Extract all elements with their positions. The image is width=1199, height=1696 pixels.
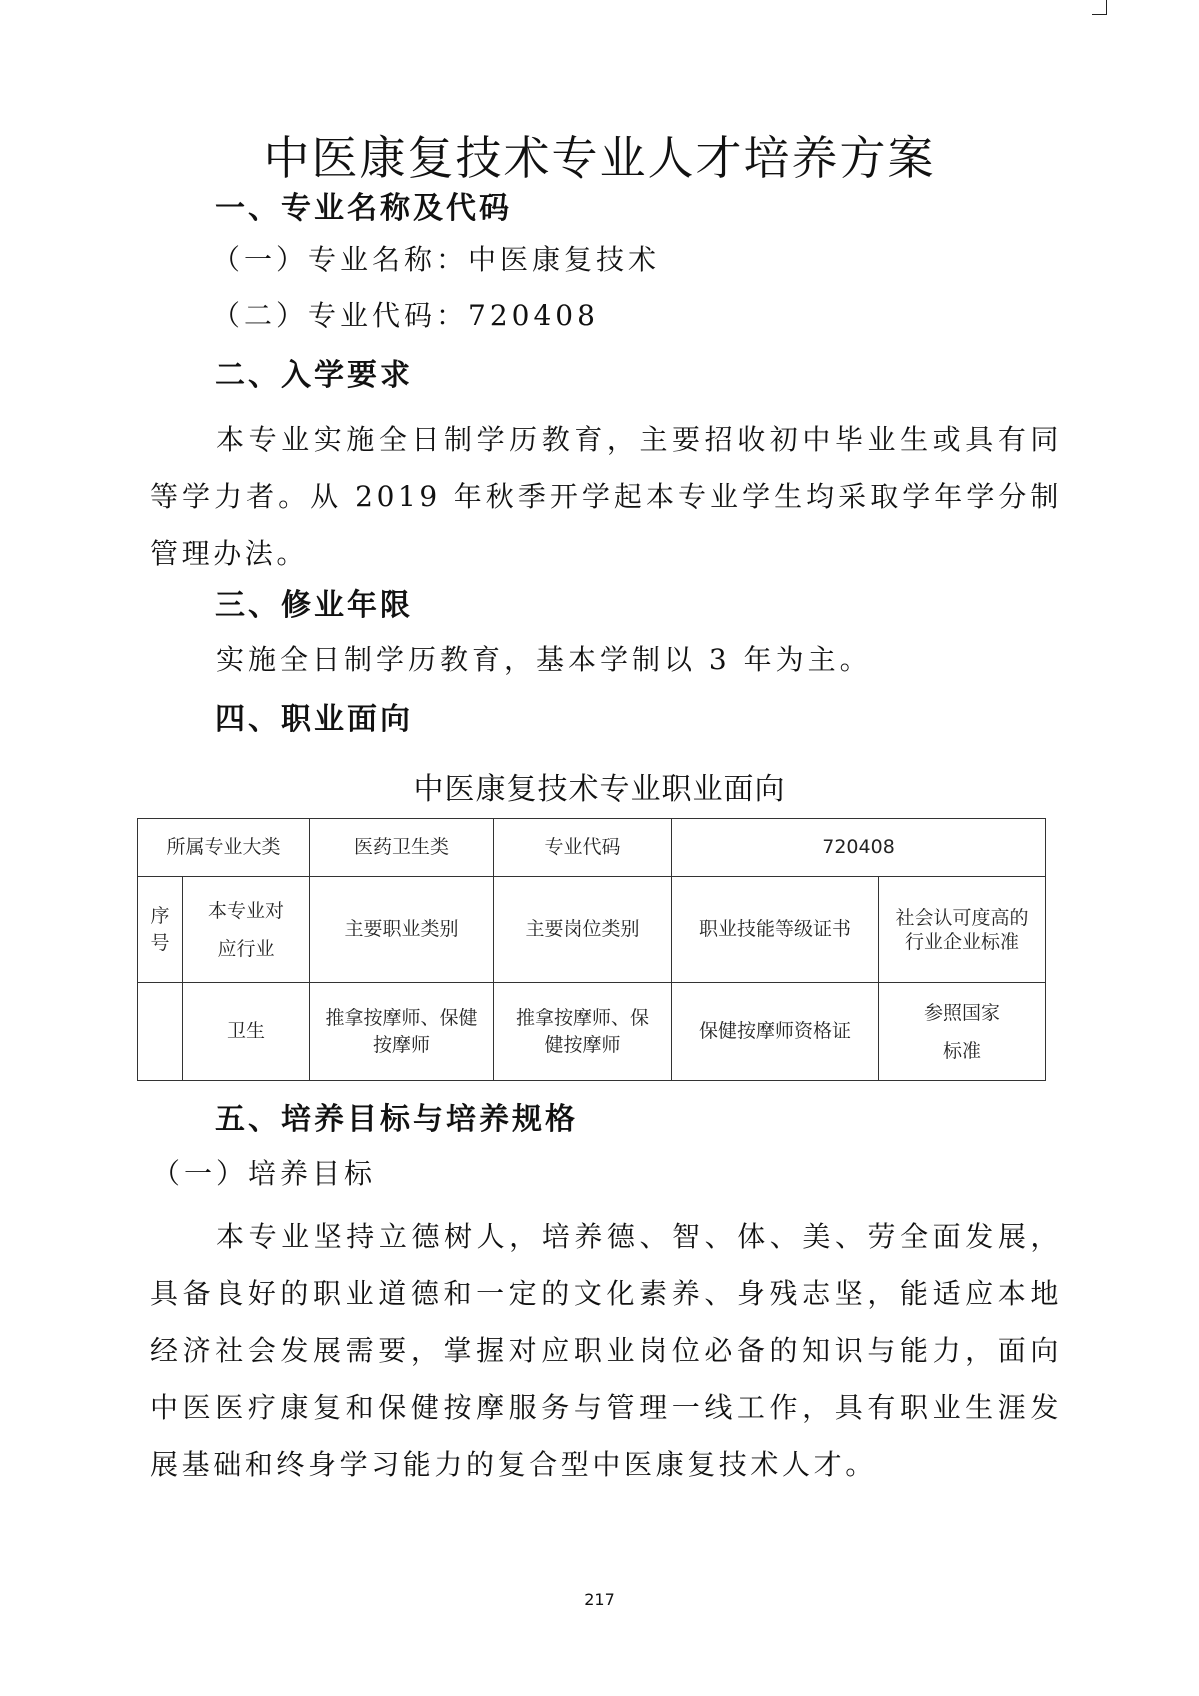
section-4-heading: 四、职业面向: [215, 702, 413, 737]
certificate-cell: 保健按摩师资格证: [672, 983, 879, 1081]
table-header-row: [138, 877, 1046, 983]
training-goal-paragraph: 本专业坚持立德树人，培养德、智、体、美、劳全面发展，具备良好的职业道德和一定的文化素养、身残志坚，能适应本地经济社会发展需要，掌握对应职业岗位必备的知识与能力，面向中医医疗康复和保健按摩服务与管理一线工作，具有职业生涯发展基础和终身学习能力的复合型中医康复技术人才。: [150, 1220, 1062, 1481]
standard-header-cell: 社会认可度高的行业企业标准: [879, 877, 1046, 983]
document-title: 中医康复技术专业人才培养方案: [263, 131, 936, 185]
section-3-heading: 三、修业年限: [215, 588, 413, 623]
industry-cell: 卫生: [183, 983, 310, 1081]
table-row: [138, 983, 1046, 1081]
section-5-heading: 五、培养目标与培养规格: [215, 1102, 578, 1137]
page-number: 217: [584, 1590, 615, 1609]
seq-header-cell: 序号: [138, 877, 183, 983]
position-header-cell: 主要岗位类别: [494, 877, 672, 983]
major-code-line: （二）专业代码：720408: [212, 299, 599, 332]
category-value-cell: 医药卫生类: [310, 819, 494, 877]
occupation-header-cell: 主要职业类别: [310, 877, 494, 983]
category-label-cell: 所属专业大类: [138, 819, 310, 877]
section-2-heading: 二、入学要求: [215, 358, 413, 393]
table-title: 中医康复技术专业职业面向: [413, 772, 786, 807]
career-orientation-table: [137, 818, 1046, 1081]
position-cell: 推拿按摩师、保健按摩师: [494, 983, 672, 1081]
industry-header-cell: 本专业对应行业: [183, 877, 310, 983]
code-label-cell: 专业代码: [494, 819, 672, 877]
seq-cell: [138, 983, 183, 1081]
table-row: [138, 819, 1046, 877]
section-1-heading: 一、专业名称及代码: [215, 191, 512, 226]
major-name-line: （一）专业名称：中医康复技术: [212, 243, 661, 276]
crop-mark: [1092, 0, 1107, 15]
duration-paragraph: 实施全日制学历教育，基本学制以 3 年为主。: [216, 643, 872, 676]
training-goal-subheading: （一）培养目标: [152, 1157, 377, 1190]
standard-cell: 参照国家标准: [879, 983, 1046, 1081]
code-value-cell: 720408: [672, 819, 1046, 877]
admission-paragraph: 本专业实施全日制学历教育，主要招收初中毕业生或具有同等学力者。从 2019 年秋季开学起本专业学生均采取学年学分制管理办法。: [150, 423, 1062, 570]
certificate-header-cell: 职业技能等级证书: [672, 877, 879, 983]
occupation-cell: 推拿按摩师、保健按摩师: [310, 983, 494, 1081]
